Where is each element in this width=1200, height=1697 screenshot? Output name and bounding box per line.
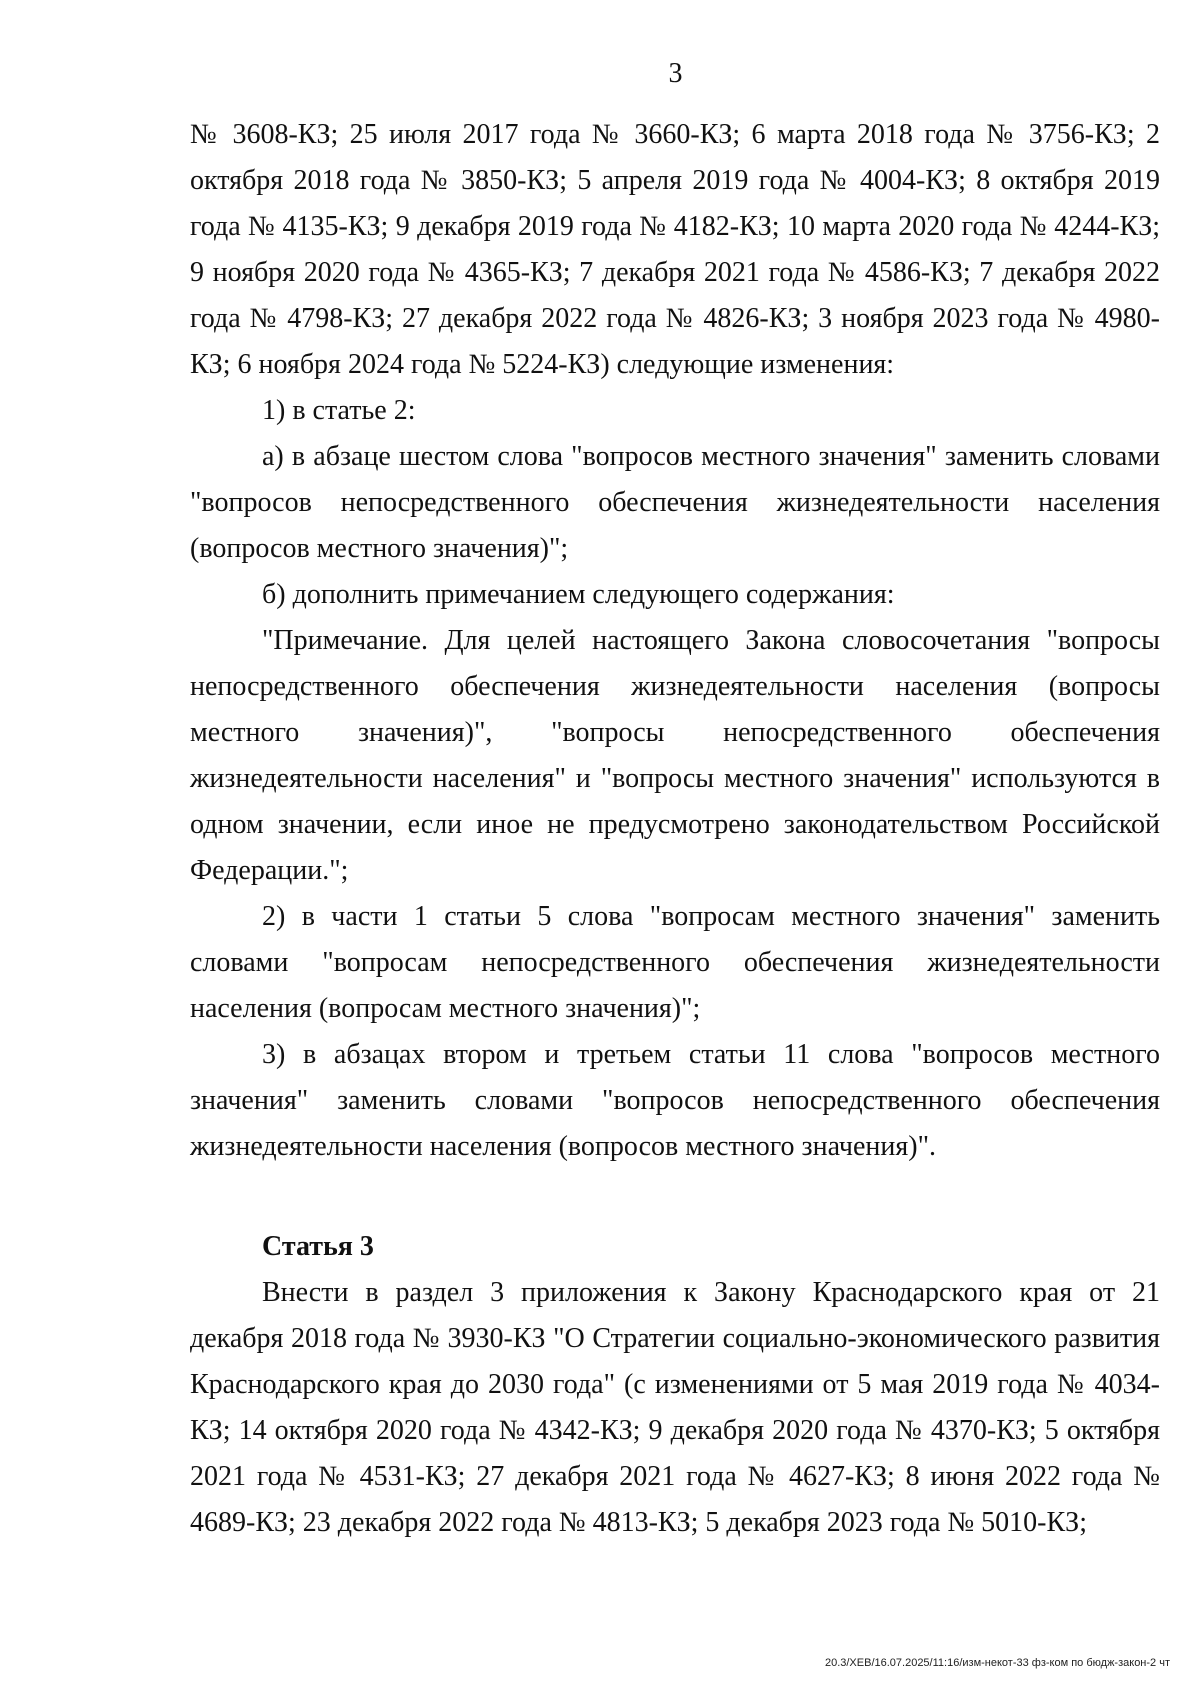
- page-number: 3: [668, 58, 683, 89]
- article-title: Статья 3: [262, 1231, 374, 1262]
- article-paragraph: Внести в раздел 3 приложения к Закону Краснодарского края от 21 декабря 2018 года № 3930-КЗ "О Стратегии социально-экономического развития Краснодарского края до 2030 года" (с изменениями от 5 мая 2019 года № 4034-КЗ; 14 октября 2020 года № 4342-КЗ; 9 декабря 2020 года № 4370-КЗ; 5 октября 2021 года № 4531-КЗ; 27 декабря 2021 года № 4627-КЗ; 8 июня 2022 года № 4689-КЗ; 23 декабря 2022 года № 4813-КЗ; 5 декабря 2023 года № 5010-КЗ;: [190, 1277, 1160, 1538]
- paragraph-item-2: 2) в части 1 статьи 5 слова "вопросам местного значения" заменить словами "вопросам непосредственного обеспечения жизнедеятельности населения (вопросам местного значения)";: [190, 901, 1160, 1024]
- document-body: [190, 112, 1160, 1546]
- paragraph-item-1a: а) в абзаце шестом слова "вопросов местного значения" заменить словами "вопросов непосредственного обеспечения жизнедеятельности населения (вопросов местного значения)";: [190, 441, 1160, 564]
- footer-document-code: 20.3/ХЕВ/16.07.2025/11:16/изм-некот-33 фз-ком по бюдж-закон-2 чт: [824, 1657, 1170, 1669]
- paragraph-continuation: № 3608-КЗ; 25 июля 2017 года № 3660-КЗ; 6 марта 2018 года № 3756-КЗ; 2 октября 2018 года № 3850-КЗ; 5 апреля 2019 года № 4004-КЗ; 8 октября 2019 года № 4135-КЗ; 9 декабря 2019 года № 4182-КЗ; 10 марта 2020 года № 4244-КЗ; 9 ноября 2020 года № 4365-КЗ; 7 декабря 2021 года № 4586-КЗ; 7 декабря 2022 года № 4798-КЗ; 27 декабря 2022 года № 4826-КЗ; 3 ноября 2023 года № 4980-КЗ; 6 ноября 2024 года № 5224-КЗ) следующие изменения:: [190, 119, 1160, 380]
- paragraph-note: "Примечание. Для целей настоящего Закона словосочетания "вопросы непосредственного обеспечения жизнедеятельности населения (вопросы местного значения)", "вопросы непосредственного обеспечения жизнедеятельности населения" и "вопросы местного значения" используются в одном значении, если иное не предусмотрено законодательством Российской Федерации.";: [190, 625, 1160, 886]
- paragraph-item-1b: б) дополнить примечанием следующего содержания:: [262, 579, 895, 610]
- paragraph-item-3: 3) в абзацах втором и третьем статьи 11 слова "вопросов местного значения" заменить словами "вопросов непосредственного обеспечения жизнедеятельности населения (вопросов местного значения)".: [190, 1039, 1160, 1162]
- paragraph-item-1: 1) в статье 2:: [262, 395, 416, 426]
